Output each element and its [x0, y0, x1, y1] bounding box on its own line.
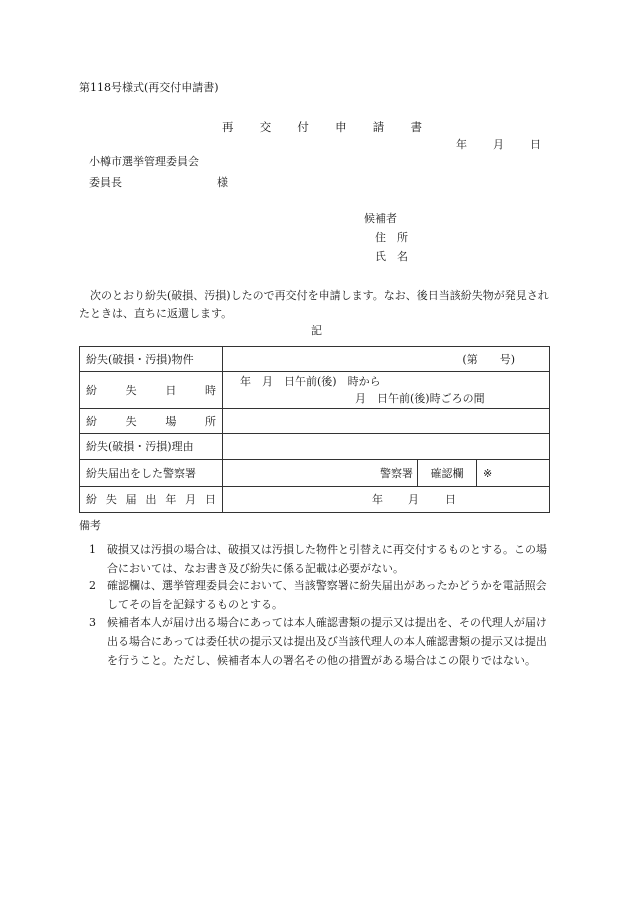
- item-value: (第 号): [462, 352, 515, 366]
- reason-label: 紛失(破損・汚損)理由: [80, 434, 223, 460]
- police-label: 紛失届出をした警察署: [80, 460, 223, 487]
- title-char: 申: [335, 120, 347, 134]
- confirm-field[interactable]: [476, 460, 549, 486]
- police-suffix: 警察署: [380, 466, 413, 480]
- note-item: [89, 540, 551, 578]
- chairperson: 委員長: [89, 176, 122, 189]
- title-char: 交: [259, 120, 272, 134]
- document-title: [222, 122, 422, 134]
- addressee: 小樽市選挙管理委員会: [89, 155, 199, 168]
- candidate-label: 候補者: [364, 212, 397, 225]
- place-value-cell[interactable]: [223, 409, 550, 434]
- note-number: 3: [89, 616, 96, 629]
- label-char: 年: [165, 493, 177, 506]
- title-char: 請: [372, 120, 385, 134]
- reason-value-cell[interactable]: [223, 434, 550, 460]
- label-char: 時: [204, 383, 216, 397]
- table-row: [80, 434, 550, 460]
- confirm-label: 確認欄: [417, 460, 476, 486]
- note-item: [89, 613, 551, 670]
- time-to: 月 日午前(後)時ごろの間: [355, 392, 485, 405]
- form-number: 第118号様式(再交付申請書): [79, 81, 219, 94]
- label-char: 紛: [86, 493, 97, 506]
- police-station-field[interactable]: [223, 460, 417, 486]
- title-char: 再: [222, 120, 234, 134]
- ki-mark: 記: [311, 324, 322, 337]
- label-char: 所: [204, 414, 216, 428]
- table-row: [80, 409, 550, 434]
- notify-day: 日: [445, 493, 456, 506]
- notify-year: 年: [372, 493, 383, 506]
- table-row: [80, 487, 550, 513]
- confirm-mark: ※: [483, 466, 493, 480]
- table-row: [80, 347, 550, 372]
- title-char: 書: [410, 120, 422, 134]
- application-date: [456, 139, 541, 150]
- label-char: 失: [125, 383, 137, 397]
- time-value-cell[interactable]: [223, 372, 550, 409]
- notify-date-cell[interactable]: [223, 487, 550, 513]
- table-row: [80, 460, 550, 487]
- label-char: 失: [125, 414, 137, 428]
- item-label: 紛失(破損・汚損)物件: [80, 347, 223, 372]
- time-from: 年 月 日午前(後) 時から: [240, 375, 381, 388]
- label-char: 紛: [86, 383, 97, 397]
- label-char: 失: [105, 493, 117, 506]
- note-number: 1: [89, 543, 96, 556]
- label-char: 出: [145, 493, 157, 506]
- place-label: [86, 416, 216, 427]
- label-char: 日: [204, 493, 216, 506]
- label-char: 日: [165, 383, 177, 397]
- note-text: 候補者本人が届け出る場合にあっては本人確認書類の提示又は提出を、その代理人が届け出る場合にあっては委任状の提示又は提出及び当該代理人の本人確認書類の提示又は提出を行うこと。ただし、候補者本人の署名その他の措置がある場合はこの限りではない。: [107, 616, 547, 667]
- candidate-name-label: 氏 名: [375, 250, 408, 263]
- time-label: [86, 385, 216, 396]
- note-text: 確認欄は、選挙管理委員会において、当該警察署に紛失届出があったかどうかを電話照会してその旨を記録するものとする。: [107, 579, 547, 611]
- item-value-cell[interactable]: [223, 347, 550, 372]
- date-year: 年: [456, 138, 467, 151]
- label-char: 届: [125, 493, 137, 506]
- table-row: [80, 372, 550, 409]
- label-char: 場: [165, 414, 177, 428]
- date-day: 日: [530, 138, 541, 151]
- notify-date-label: [86, 494, 216, 505]
- note-item: [89, 576, 551, 614]
- honorific: 様: [217, 176, 228, 189]
- note-text: 破損又は汚損の場合は、破損又は汚損した物件と引替えに再交付するものとする。この場合においては、なお書き及び紛失に係る記載は必要がない。: [107, 543, 547, 575]
- notify-month: 月: [408, 493, 419, 506]
- date-month: 月: [493, 138, 504, 151]
- body-text: 次のとおり紛失(破損、汚損)したので再交付を申請します。なお、後日当該紛失物が発見されたときは、直ちに返還します。: [79, 289, 549, 320]
- candidate-address-label: 住 所: [375, 231, 408, 244]
- title-char: 付: [297, 120, 309, 134]
- application-table: [79, 346, 550, 513]
- label-char: 紛: [86, 414, 97, 428]
- note-number: 2: [89, 579, 96, 592]
- label-char: 月: [185, 493, 197, 506]
- notes-heading: 備考: [79, 519, 101, 532]
